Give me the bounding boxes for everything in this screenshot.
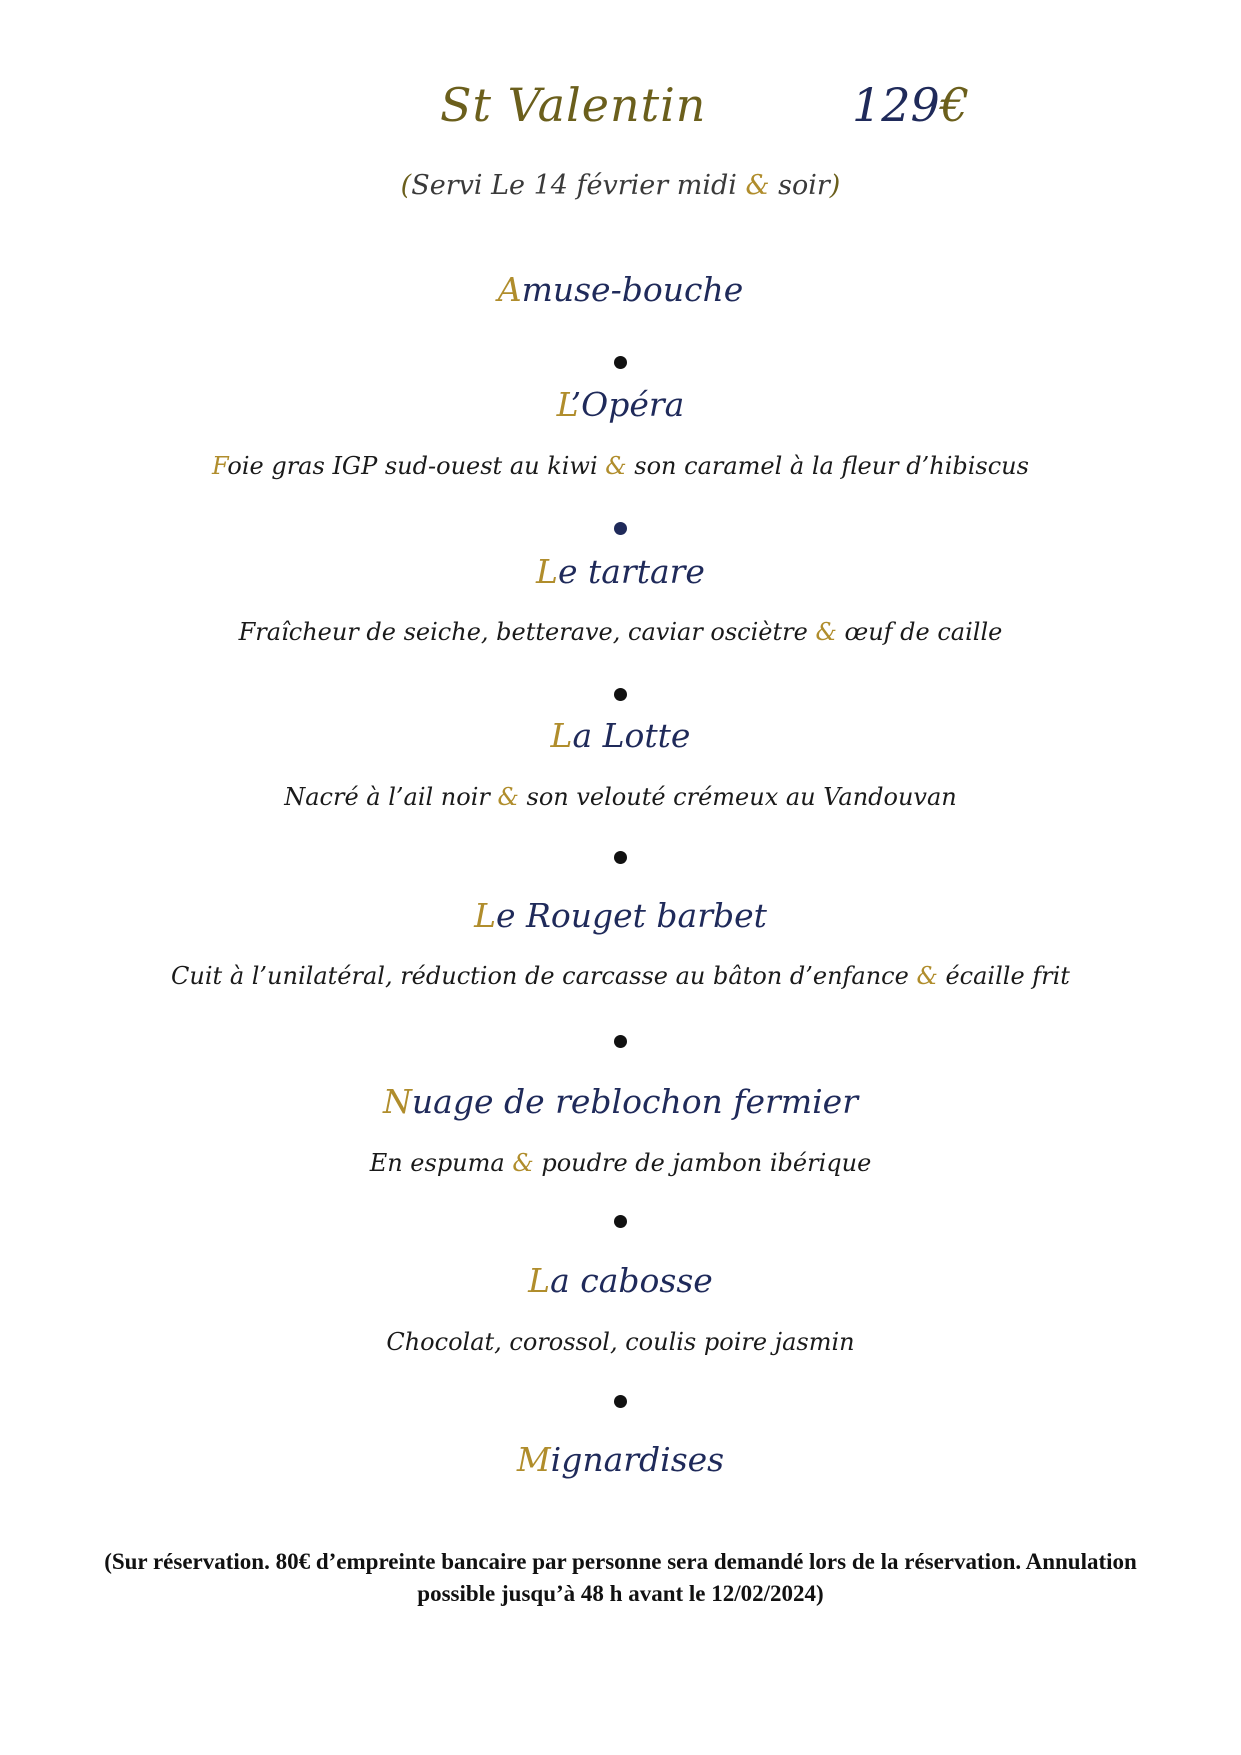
course-title-tartare [0, 552, 1241, 591]
course-name: ’Opéra [570, 385, 685, 424]
price-number: 129 [852, 78, 940, 132]
desc-ampersand: & [916, 962, 938, 990]
separator-dot [614, 1035, 627, 1048]
menu-subtitle [0, 170, 1241, 201]
subtitle-open-paren: ( [400, 170, 412, 201]
desc-part: œuf de caille [836, 618, 1003, 646]
course-description-opera [0, 452, 1241, 480]
course-description-lotte [0, 783, 1241, 811]
desc-part: son caramel à la fleur d’hibiscus [626, 452, 1029, 480]
desc-ampersand: & [815, 618, 837, 646]
course-title-amuse-bouche [0, 270, 1241, 309]
desc-part: écaille frit [937, 962, 1070, 990]
separator-dot [614, 1215, 627, 1228]
course-description-rouget [0, 962, 1241, 990]
course-initial: N [383, 1082, 412, 1121]
course-description-cabosse [0, 1328, 1241, 1356]
course-title-mignardises [0, 1440, 1241, 1479]
separator-dot [614, 851, 627, 864]
course-initial: L [536, 552, 558, 591]
desc-initial: F [212, 452, 228, 480]
reservation-note: (Sur réservation. 80€ d’empreinte bancaire par personne sera demandé lors de la réservation. Annulation possible jusqu’à 48 h avant le 12/02/2024) [104, 1549, 1137, 1606]
course-initial: L [550, 716, 573, 755]
course-name: ignardises [550, 1440, 725, 1479]
course-initial: L [556, 385, 571, 424]
separator-dot [614, 1395, 627, 1408]
separator-dot [614, 522, 627, 535]
desc-part: poudre de jambon ibérique [533, 1149, 872, 1177]
course-name: a cabosse [550, 1261, 713, 1300]
course-name: e tartare [557, 552, 705, 591]
course-name: e Rouget barbet [496, 896, 767, 935]
course-title-opera [0, 385, 1241, 424]
menu-header [0, 78, 1241, 148]
desc-part: oie gras IGP sud-ouest au kiwi [227, 452, 606, 480]
course-title-rouget [0, 896, 1241, 935]
desc-ampersand: & [605, 452, 627, 480]
desc-part: Nacré à l’ail noir [284, 783, 498, 811]
course-initial: M [516, 1440, 551, 1479]
course-description-nuage [0, 1149, 1241, 1177]
subtitle-close-paren: ) [829, 170, 841, 201]
subtitle-ampersand: & [745, 170, 770, 201]
price-currency: € [939, 78, 970, 132]
course-initial: L [474, 896, 497, 935]
desc-ampersand: & [497, 783, 519, 811]
course-description-tartare [0, 618, 1241, 646]
desc-part: son velouté crémeux au Vandouvan [518, 783, 957, 811]
menu-price [852, 78, 969, 132]
menu-title: St Valentin [440, 78, 707, 132]
desc-part: Chocolat, corossol, coulis poire jasmin [386, 1328, 855, 1356]
course-name: a Lotte [572, 716, 691, 755]
desc-part: Cuit à l’unilatéral, réduction de carcasse au bâton d’enfance [171, 962, 917, 990]
course-initial: A [497, 270, 522, 309]
subtitle-text: Servi Le 14 février midi [411, 170, 746, 201]
course-name: uage de reblochon fermier [411, 1082, 858, 1121]
course-title-cabosse [0, 1261, 1241, 1300]
desc-part: En espuma [369, 1149, 513, 1177]
course-title-lotte [0, 716, 1241, 755]
course-initial: L [528, 1261, 551, 1300]
course-name: muse-bouche [521, 270, 744, 309]
course-title-nuage [0, 1082, 1241, 1121]
separator-dot [614, 688, 627, 701]
subtitle-end: soir [769, 170, 830, 201]
desc-ampersand: & [512, 1149, 534, 1177]
desc-part: Fraîcheur de seiche, betterave, caviar osciètre [238, 618, 816, 646]
separator-dot [614, 356, 627, 369]
